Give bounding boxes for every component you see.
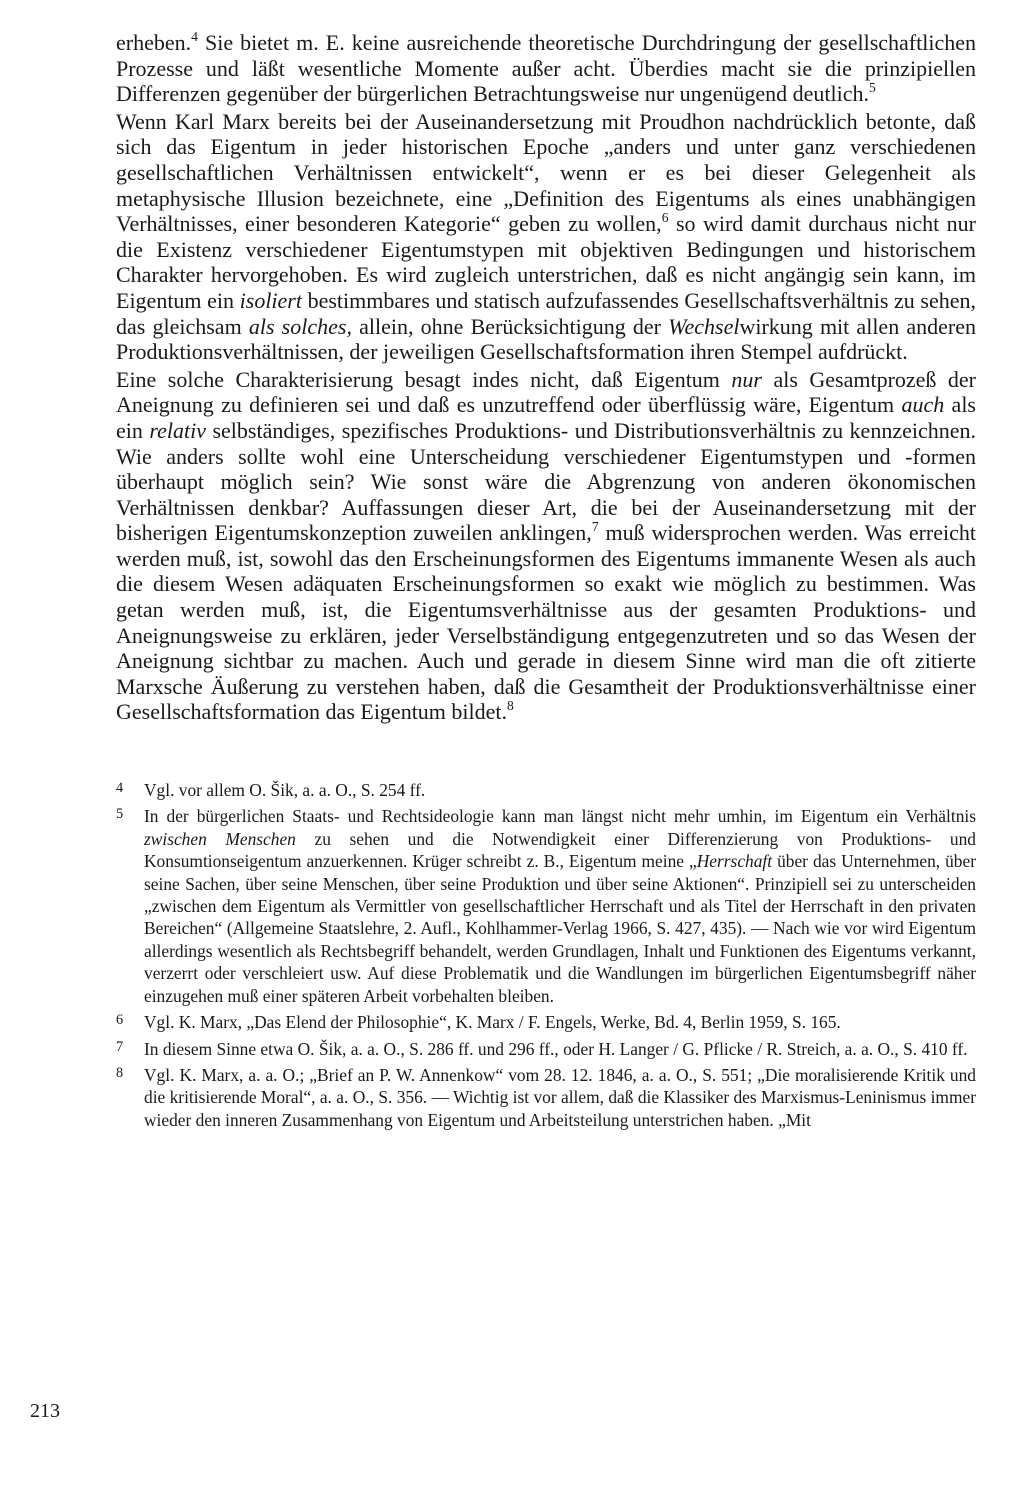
- footnote-number: 6: [116, 1012, 124, 1029]
- footnote-text: über das Unternehmen, über seine Sachen, über seine Menschen, über seine Produktion und über seine Aktionen“. Prinzipiell sei zu unterscheiden „zwischen dem Eigentum als Vermittler von gesellschaftlicher Herrschaft und als Titel der Herrschaft in den privaten Bereichen“ (Allgemeine Staatslehre, 2. Aufl., Kohlhammer-Verlag 1966, S. 427, 435). — Nach wie vor wird Eigentum allerdings wesentlich als Rechtsbegriff behandelt, werden Grundlagen, Inhalt und Funktionen des Eigentums verkannt, verzerrt oder verschleiert usw. Auf diese Problematik und die Wandlungen im bürgerlichen Eigentumsbegriff näher einzugehen muß einer späteren Arbeit vorbehalten bleiben.: [144, 851, 976, 1006]
- footnote-text: zu sehen und die Notwendigkeit einer Differenzierung von Produktions- und Konsumtionseigentum anzuerkennen. Krüger schreibt z. B., Eigentum meine „: [144, 828, 976, 872]
- footnote-number: 8: [116, 1064, 124, 1081]
- footnote-text: In der bürgerlichen Staats- und Rechtsideologie kann man längst nicht mehr umhin, im Eigentum ein Verhältnis: [144, 806, 976, 827]
- paragraph-3: [116, 367, 976, 725]
- main-text: [116, 30, 976, 725]
- text-run: muß widersprochen werden. Was erreicht werden muß, ist, sowohl das den Erscheinungsformen des Eigentums immanente Wesen als auch die diesem Wesen adäquaten Erscheinungsformen so exakt wie möglich zu bestimmen. Was getan werden muß, ist, die Eigentumsverhältnisse aus der gesamten Produktions- und Aneignungsweise zu erklären, jeder Verselbständigung entgegenzutreten und so das Wesen der Aneignung sichtbar zu machen. Auch und gerade in diesem Sinne wird man die oft zitierte Marxsche Äußerung zu verstehen haben, daß die Gesamtheit der Produktionsverhältnisse einer Gesellschaftsformation das Eigentum bildet.: [116, 520, 976, 725]
- emphasis: Herrschaft: [696, 851, 773, 872]
- footnote-5: [116, 805, 976, 1007]
- text-run: Wenn Karl Marx bereits bei der Auseinandersetzung mit Proudhon nachdrücklich betonte, daß sich das Eigentum in jeder historischen Epoche „anders und unter ganz verschiedenen gesellschaftlichen Verhältnissen entwickelt“, wenn er es bei dieser Gelegenheit als metaphysische Illusion bezeichnete, eine „Definition des Eigentums als eines unabhängigen Verhältnisses, einer besonderen Kategorie“ geben zu wollen,: [116, 108, 976, 237]
- footnote-text: Vgl. K. Marx, a. a. O.; „Brief an P. W. Annenkow“ vom 28. 12. 1846, a. a. O., S. 551; „Die moralisierende Kritik und die kritisierende Moral“, a. a. O., S. 356. — Wichtig ist vor allem, daß die Klassiker des Marxismus-Leninismus immer wieder den inneren Zusammenhang von Eigentum und Arbeitsteilung unterstrichen haben. „Mit: [144, 1064, 976, 1130]
- text-run: Sie bietet m. E. keine ausreichende theoretische Durchdringung der gesellschaftlichen Prozesse und läßt wesentliche Momente außer acht. Überdies macht sie die prinzipiellen Differenzen gegenüber der bürgerlichen Betrachtungsweise nur ungenügend deutlich.: [116, 30, 976, 107]
- footnote-text: In diesem Sinne etwa O. Šik, a. a. O., S. 286 ff. und 296 ff., oder H. Langer / G. Pflicke / R. Streich, a. a. O., S. 410 ff.: [144, 1038, 968, 1059]
- footnote-8: [116, 1064, 976, 1131]
- text-run: selbständiges, spezifisches Produktions- und Distributionsverhältnis zu kennzeichnen. Wie anders sollte wohl eine Unterscheidung verschiedener Eigentumstypen und -formen überhaupt möglich sein? Wie sonst wäre die Abgrenzung von anderen ökonomischen Verhältnissen denkbar? Auffassungen dieser Art, die bei der Auseinandersetzung mit der bisherigen Eigentumskonzeption zuweilen anklingen,: [116, 417, 976, 546]
- emphasis: nur: [731, 366, 762, 392]
- footnote-ref-8: 8: [507, 698, 514, 714]
- text-run: bestimmbares und statisch aufzufassendes Gesellschaftsverhältnis zu sehen, das gleichsam: [116, 287, 976, 339]
- emphasis: als solches,: [248, 313, 352, 339]
- footnote-ref-4: 4: [191, 29, 198, 45]
- text-run: als ein: [116, 392, 976, 443]
- footnote-ref-5: 5: [869, 80, 876, 96]
- footnote-text: Vgl. vor allem O. Šik, a. a. O., S. 254 ff.: [144, 780, 426, 801]
- footnote-ref-6: 6: [661, 210, 669, 226]
- paragraph-2: [116, 109, 976, 365]
- emphasis: zwischen Menschen: [144, 828, 296, 849]
- emphasis: auch: [901, 392, 945, 418]
- footnote-ref-7: 7: [591, 519, 599, 535]
- page-number: 213: [30, 1400, 60, 1422]
- emphasis: Wechsel: [668, 313, 740, 339]
- emphasis: relativ: [149, 417, 206, 443]
- footnote-4: [116, 779, 976, 801]
- text-run: so wird damit durchaus nicht nur die Existenz verschiedener Eigentumstypen mit objektiven Bedingungen und historischem Charakter hervorgehoben. Es wird zugleich unterstrichen, daß es nicht angängig sein kann, im Eigentum ein: [116, 211, 976, 313]
- text-run: wirkung mit allen anderen Produktionsverhältnissen, der jeweiligen Gesellschaftsformation ihren Stempel aufdrückt.: [116, 313, 976, 365]
- emphasis: isoliert: [239, 287, 302, 313]
- text-run: Eine solche Charakterisierung besagt indes nicht, daß Eigentum: [116, 366, 732, 392]
- footnote-number: 7: [116, 1038, 124, 1055]
- footnote-text: Vgl. K. Marx, „Das Elend der Philosophie“, K. Marx / F. Engels, Werke, Bd. 4, Berlin 1959, S. 165.: [144, 1012, 841, 1033]
- footnote-6: [116, 1011, 976, 1033]
- paragraph-1: [116, 30, 976, 107]
- text-run: allein, ohne Berücksichtigung der: [351, 313, 669, 339]
- footnote-number: 4: [116, 780, 124, 797]
- text-run: als Gesamtprozeß der Aneignung zu definieren sei und daß es unzutreffend oder überflüssig wäre, Eigentum: [116, 366, 976, 418]
- page-content: [116, 30, 976, 1135]
- text-run: erheben.: [116, 30, 192, 55]
- footnote-7: [116, 1038, 976, 1060]
- footnotes: [116, 779, 976, 1131]
- footnote-number: 5: [116, 806, 124, 823]
